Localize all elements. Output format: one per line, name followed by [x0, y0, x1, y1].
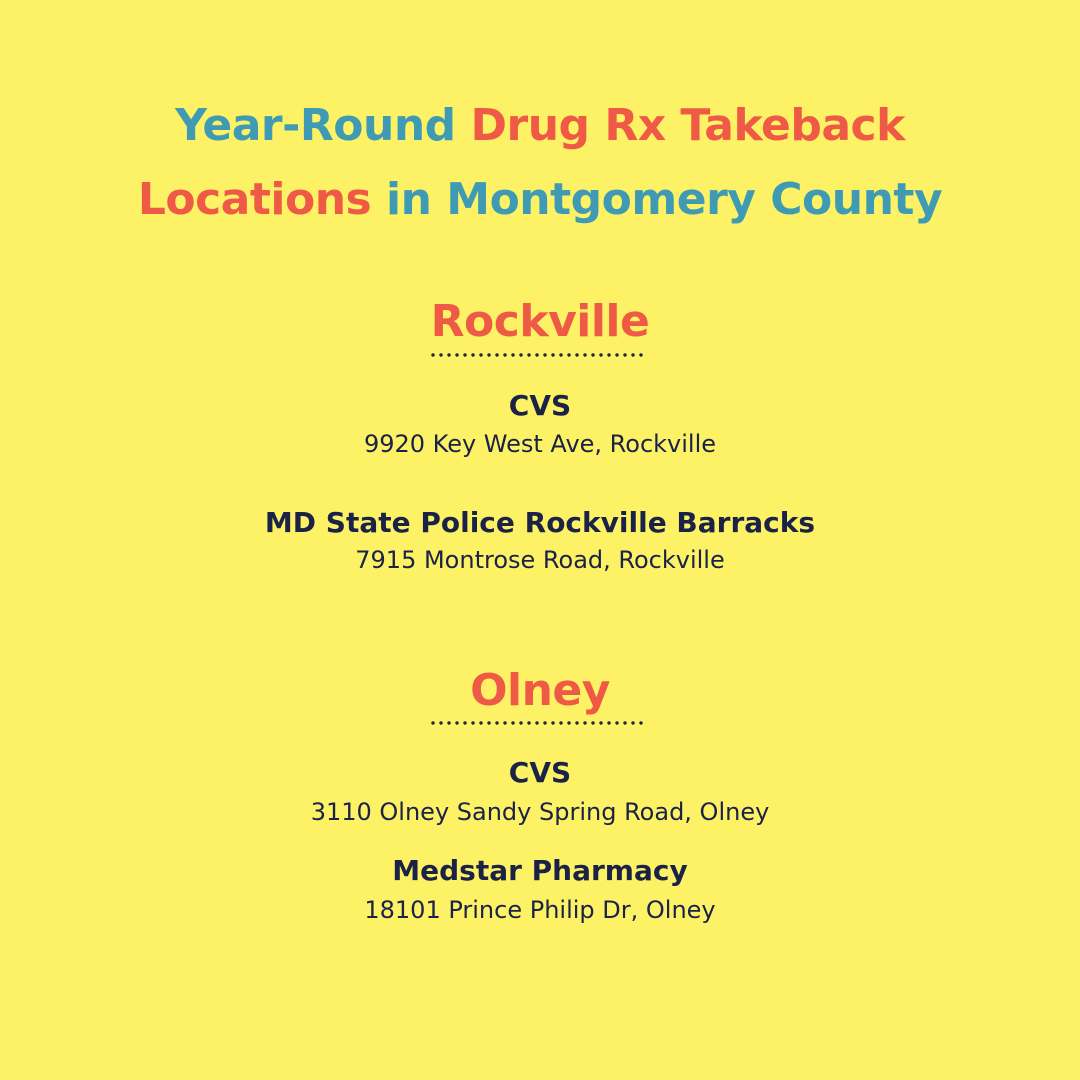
title-year-round: Year-Round: [175, 100, 471, 151]
title-montgomery-county: in Montgomery County: [371, 174, 943, 225]
title-drug-rx-takeback: Drug Rx Takeback: [470, 100, 905, 151]
location-address: 9920 Key West Ave, Rockville: [363, 430, 717, 458]
location-address: 7915 Montrose Road, Rockville: [355, 546, 725, 574]
section-heading-olney: Olney: [470, 665, 610, 716]
location-address: 3110 Olney Sandy Spring Road, Olney: [310, 798, 770, 826]
section-heading-rockville: Rockville: [430, 296, 650, 347]
location-name: CVS: [508, 389, 572, 422]
location-name: Medstar Pharmacy: [392, 854, 688, 887]
dotted-divider: [429, 721, 647, 725]
location-name: CVS: [508, 756, 572, 789]
dotted-divider: [429, 353, 647, 357]
page-title-line-2: [0, 170, 1080, 230]
page-title-line-1: [0, 96, 1080, 156]
location-name: MD State Police Rockville Barracks: [264, 506, 816, 539]
location-address: 18101 Prince Philip Dr, Olney: [364, 896, 716, 924]
title-locations: Locations: [137, 174, 372, 225]
